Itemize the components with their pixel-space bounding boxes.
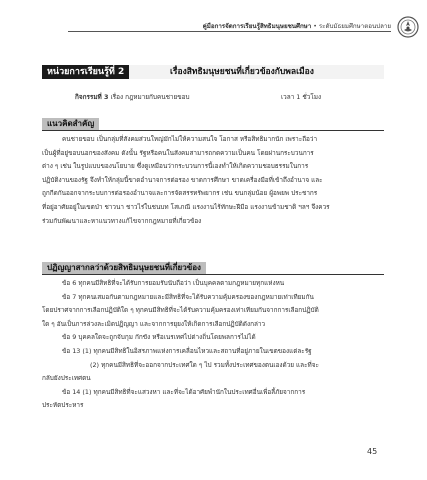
paragraph-line: ต่าง ๆ เช่น ในรูปแบบของนโยบาย ซึ่งดูเหมือนว่ากระบวนการนี้เองทำให้เกิดความชอบธรรมในการ [42,162,309,171]
paragraph-line: ที่อยู่อาศัยอยู่ในเขตป่า ชาวนา ชาวไร่ในชนบท โสเภณี แรงงานไร้ทักษะฝีมือ แรงงานข้ามชาติ ฯลฯ จึงควร [42,202,330,211]
activity-time: เวลา 1 ชั่วโมง [281,93,322,101]
activity-line [75,92,190,102]
section-title: แนวคิดสำคัญ [42,118,99,130]
article-line: ใด ๆ อันเป็นการล่วงละเมิดปฏิญญา และจากการยุยงให้เกิดการเลือกปฏิบัติดังกล่าว [42,319,266,328]
article-line: ข้อ 7 ทุกคนเสมอกันตามกฎหมายและมีสิทธิที่จะได้รับความคุ้มครองของกฎหมายเท่าเทียมกัน [62,292,314,301]
header-rule [68,31,391,32]
paragraph-line: คนชายขอบ เป็นกลุ่มที่สังคมส่วนใหญ่มักไม่ให้ความสนใจ โอกาส หรือสิทธิมากนัก เพราะถือว่า [62,135,318,143]
section-title: ปฏิญญาสากลว่าด้วยสิทธิมนุษยชนที่เกี่ยวข้อง [42,262,206,274]
declaration-articles [42,277,384,413]
article-line: ข้อ 14 (1) ทุกคนมีสิทธิที่จะแสวงหา และที่จะได้อาศัยพำนักในประเทศอื่นเพื่อลี้ภัยจากการ [62,387,306,396]
article-line: ข้อ 13 (1) ทุกคนมีสิทธิในอิสรภาพแห่งการเคลื่อนไหวและสถานที่อยู่ภายในเขตของแต่ละรัฐ [62,346,312,355]
article-line: ข้อ 6 ทุกคนมีสิทธิที่จะได้รับการยอมรับนับถือว่า เป็นบุคคลตามกฎหมายทุกแห่งหน [62,279,285,287]
page-number: 45 [367,447,378,456]
section-key-concept [42,118,384,131]
header-text [203,21,391,31]
article-line: โดยปราศจากการเลือกปฏิบัติใด ๆ ทุกคนมีสิทธิที่จะได้รับความคุ้มครองเท่าเทียมกันจากการเลือกปฏิบัติ [42,306,319,315]
paragraph-line: เป็นผู้ที่อยู่ขอบนอกของสังคม ดังนั้น รัฐหรือคนในสังคมสามารถกดความเป็นคน โดยผ่านกระบวนการ [42,148,314,157]
paragraph-line: ร่วมกันพัฒนาและหาแนวทางแก้ไขจากกฎหมายที่เกี่ยวข้อง [42,216,202,225]
header-title: คู่มือการจัดการเรียนรู้สิทธิมนุษยชนศึกษา [202,23,312,30]
page-header [0,12,427,38]
unit-label: หน่วยการเรียนรู้ที่ 2 [42,65,129,79]
activity-label: กิจกรรมที่ 3 [75,93,109,101]
section-declaration [42,262,384,275]
emblem-logo-icon [397,16,419,38]
article-line: (2) ทุกคนมีสิทธิที่จะออกจากประเทศใด ๆ ไป รวมทั้งประเทศของตนเองด้วย และที่จะ [90,360,319,369]
paragraph-line: ถูกกีดกันออกจากระบบการต่อรองอำนาจและการจัดสรรทรัพยากร เช่น ขนกลุ่มน้อย ผู้อพยพ ประชากร [42,189,318,198]
article-line: ข้อ 9 บุคคลใดจะถูกจับกุม กักขัง หรือเนรเทศไปต่างถิ่นโดยพลการไม่ได้ [62,333,256,342]
header-subtitle: • ระดับมัธยมศึกษาตอนปลาย [313,23,391,30]
key-concept-paragraph [42,133,384,228]
unit-title: เรื่องสิทธิมนุษยชนที่เกี่ยวข้องกับพลเมือง [170,67,314,77]
activity-text: เรื่อง กฎหมายกับคนชายขอบ [110,93,190,101]
unit-heading [42,65,384,79]
paragraph-line: ปฏิบัติงานของรัฐ จึงทำให้กลุ่มนี้ขาดอำนาจการต่อรอง ขาดการศึกษา ขาดเครื่องมือที่เข้าถึงอำนาจ และ [42,175,323,184]
article-line: ประหัตประหาร [42,401,84,410]
article-line: กลับยังประเทศตน [42,374,91,383]
